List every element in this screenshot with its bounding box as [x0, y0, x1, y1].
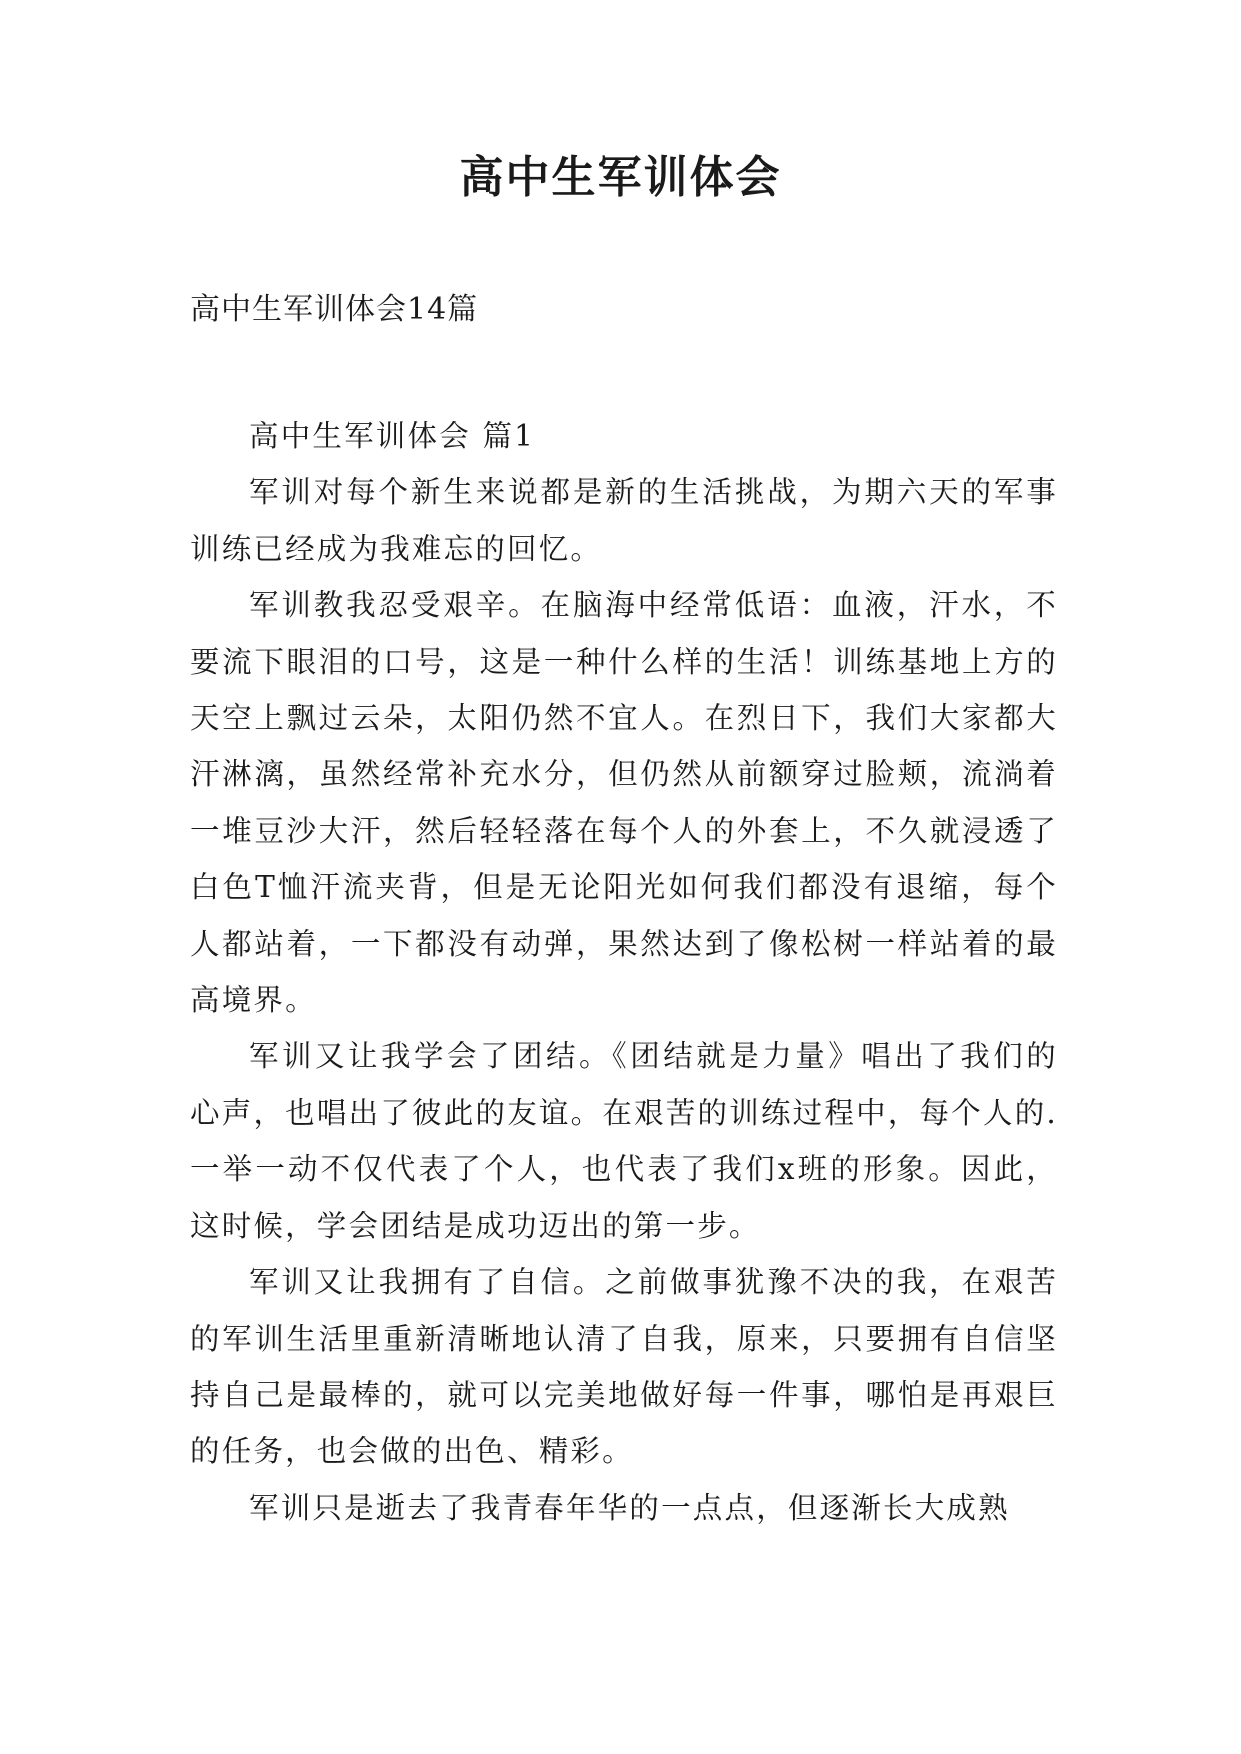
paragraph: 军训只是逝去了我青春年华的一点点，但逐渐长大成熟 [249, 1490, 1010, 1525]
document-title: 高中生军训体会 [459, 152, 782, 203]
paragraph: 军训教我忍受艰辛。在脑海中经常低语：血液，汗水，不要流下眼泪的口号，这是一种什么样的生活！训练基地上方的天空上飘过云朵，太阳仍然不宜人。在烈日下，我们大家都大汗淋漓，虽然经常补充水分，但仍然从前额穿过脸颊，流淌着一堆豆沙大汗，然后轻轻落在每个人的外套上，不久就浸透了白色T恤汗流夹背，但是无论阳光如何我们都没有退缩，每个人都站着，一下都没有动弹，果然达到了像松树一样站着的最高境界。 [190, 588, 1058, 1018]
document-subtitle: 高中生军训体会14篇 [190, 292, 479, 327]
paragraph: 军训又让我学会了团结。《团结就是力量》唱出了我们的心声，也唱出了彼此的友谊。在艰苦的训练过程中，每个人的.一举一动不仅代表了个人，也代表了我们x班的形象。因此，这时候，学会团结是成功迈出的第一步。 [190, 1039, 1058, 1243]
document-body [190, 408, 1058, 1536]
section-heading: 高中生军训体会 篇1 [249, 419, 536, 453]
paragraph: 军训对每个新生来说都是新的生活挑战，为期六天的军事训练已经成为我难忘的回忆。 [190, 475, 1058, 566]
paragraph: 军训又让我拥有了自信。之前做事犹豫不决的我，在艰苦的军训生活里重新清晰地认清了自我，原来，只要拥有自信坚持自己是最棒的，就可以完美地做好每一件事，哪怕是再艰巨的任务，也会做的出色、精彩。 [190, 1265, 1058, 1469]
